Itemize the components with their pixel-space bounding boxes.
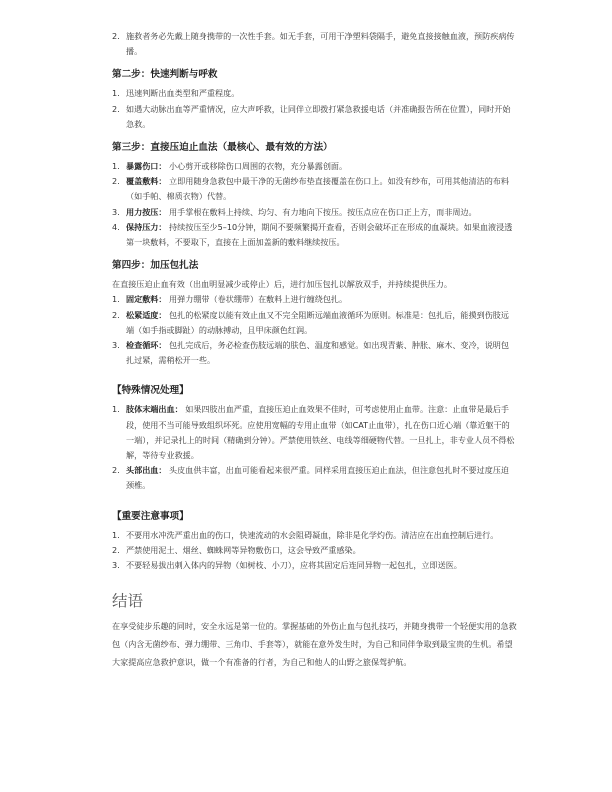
step4-list [112, 292, 517, 368]
list-item [112, 174, 517, 204]
list-item [112, 558, 517, 573]
list-item [112, 543, 517, 558]
list-number: 3. [112, 560, 120, 571]
list-number: 3. [112, 206, 120, 217]
list-label: 保持压力： [126, 221, 167, 232]
list-item [112, 205, 517, 220]
list-number: 1. [112, 404, 120, 415]
list-label: 覆盖敷料： [126, 176, 167, 187]
list-label: 肢体末端出血： [126, 404, 183, 415]
list-text: 持续按压至少5–10分钟，期间不要频繁揭开查看，否则会破坏正在形成的血凝块。如果血液浸透第一块敷料，不要取下，直接在上面加盖新的敷料继续按压。 [126, 221, 513, 248]
list-text: 如果四肢出血严重，直接压迫止血效果不佳时，可考虑使用止血带。注意：止血带是最后手段，使用不当可能导致组织坏死。应使用宽幅的专用止血带（如CAT止血带），扎在伤口近心端（靠近躯干的一端），并记录扎上的时间（精确到分钟）。严禁使用铁丝、电线等细硬物代替。一旦扎上，非专业人员不得松解，等待专业救援。 [126, 404, 515, 461]
conclusion-paragraph: 在享受徒步乐趣的同时，安全永远是第一位的。掌握基础的外伤止血与包扎技巧，并随身携带一个轻便实用的急救包（内含无菌纱布、弹力绷带、三角巾、手套等），就能在意外发生时，为自己和同伴争取到最宝贵的生机。希望大家提高应急救护意识，做一个有准备的行者，为自己和他人的山野之旅保驾护航。 [112, 621, 517, 668]
list-text: 包扎完成后，务必检查伤肢远端的肤色、温度和感觉。如出现青紫、肿胀、麻木、变冷，说明包扎过紧，需稍松开一些。 [126, 340, 509, 366]
list-item [112, 86, 517, 101]
list-item [112, 338, 517, 368]
list-number: 2. [112, 465, 120, 476]
list-item [112, 463, 517, 493]
list-number: 2. [112, 544, 120, 555]
list-number: 2. [112, 31, 120, 41]
list-label: 检查循环： [126, 340, 167, 351]
list-text: 如遇大动脉出血等严重情况，应大声呼救，让同伴立即拨打紧急救援电话（并准确报告所在位置），同时开始急救。 [126, 103, 511, 129]
list-item [112, 402, 517, 463]
list-text: 迅速判断出血类型和严重程度。 [126, 88, 240, 99]
list-label: 暴露伤口： [126, 161, 167, 172]
list-label: 固定敷料： [126, 294, 167, 305]
list-text: 头皮血供丰富，出血可能看起来很严重。同样采用直接压迫止血法，但注意包扎时不要过度压迫颈椎。 [126, 465, 509, 491]
step4-intro: 在直接压迫止血有效（出血明显减少或停止）后，进行加压包扎以解放双手，并持续提供压力。 [112, 279, 452, 290]
section-heading-notes: 【重要注意事项】 [112, 510, 189, 522]
list-item [112, 159, 517, 174]
list-text: 小心剪开或移除伤口周围的衣物，充分暴露创面。 [166, 161, 348, 172]
special-list [112, 402, 517, 493]
list-text: 立即用随身急救包中最干净的无菌纱布垫直接覆盖在伤口上。如没有纱布，可用其他清洁的布料（如手帕、棉质衣物）代替。 [126, 176, 509, 202]
list-item [112, 102, 517, 132]
section-heading-special: 【特殊情况处理】 [112, 385, 189, 397]
list-text: 包扎的松紧度以能有效止血又不完全阻断远端血液循环为原则。标准是：包扎后，能摸到伤肢远端（如手指或脚趾）的动脉搏动，且甲床颜色红润。 [126, 309, 509, 335]
list-label: 松紧适度： [126, 309, 167, 320]
list-text: 用弹力绷带（卷状绷带）在敷料上进行缠绕包扎。 [166, 294, 348, 305]
list-item [112, 528, 517, 543]
list-text: 不要用水冲洗严重出血的伤口，快速流动的水会阻碍凝血，除非是化学灼伤。清洁应在出血控制后进行。 [126, 529, 499, 540]
list-text: 施救者务必先戴上随身携带的一次性手套。如无手套，可用干净塑料袋隔手，避免直接接触血液，预防疾病传播。 [126, 31, 515, 57]
section-heading-step3: 第三步：直接压迫止血法（最核心、最有效的方法） [112, 142, 333, 154]
list-number: 1. [112, 88, 120, 99]
intro-list [112, 29, 517, 59]
step2-list [112, 86, 517, 132]
list-number: 3. [112, 340, 120, 351]
conclusion-heading: 结语 [112, 592, 144, 611]
list-number: 4. [112, 221, 120, 232]
list-text: 不要轻易拔出刺入体内的异物（如树枝、小刀），应将其固定后连同异物一起包扎，立即送医。 [126, 560, 462, 571]
list-item [112, 308, 517, 338]
list-number: 1. [112, 161, 120, 172]
list-number: 2. [112, 309, 120, 320]
list-item [112, 29, 517, 59]
section-heading-step2: 第二步：快速判断与呼救 [112, 69, 218, 81]
list-text: 用手掌根在敷料上持续、均匀、有力地向下按压。按压点应在伤口正上方，而非周边。 [166, 206, 477, 217]
list-item [112, 220, 517, 250]
section-heading-step4: 第四步：加压包扎法 [112, 260, 199, 272]
list-number: 2. [112, 176, 120, 187]
list-number: 1. [112, 294, 120, 305]
step3-list [112, 159, 517, 250]
list-number: 2. [112, 103, 120, 114]
list-number: 1. [112, 529, 120, 540]
list-item [112, 292, 517, 307]
list-label: 用力按压： [126, 206, 167, 217]
list-text: 严禁使用泥土、烟丝、蜘蛛网等异物敷伤口，这会导致严重感染。 [126, 544, 361, 555]
list-label: 头部出血： [126, 465, 167, 476]
notes-list [112, 528, 517, 574]
